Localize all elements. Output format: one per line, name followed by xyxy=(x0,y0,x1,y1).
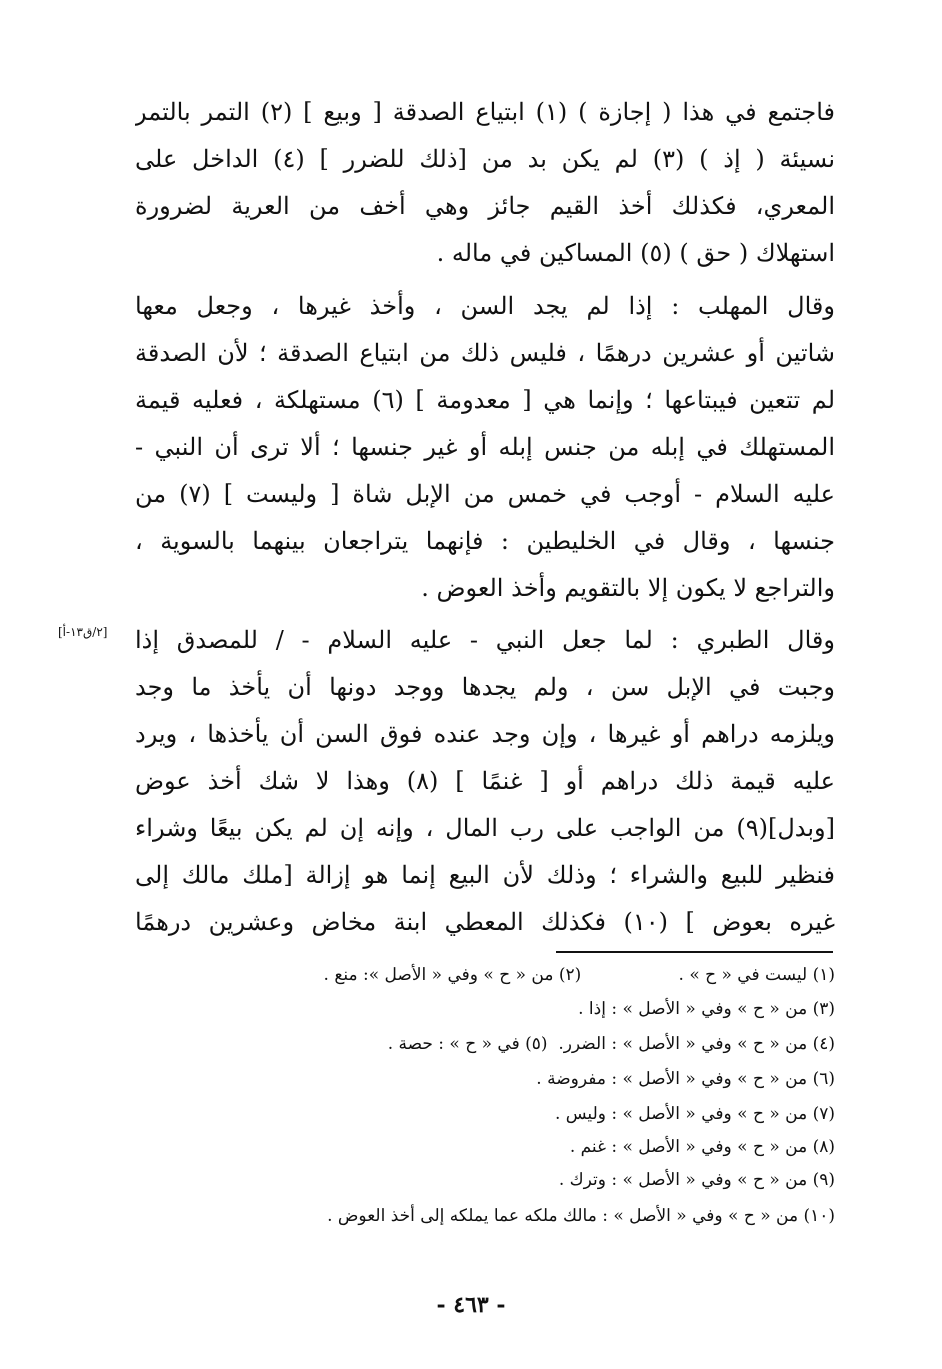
footnote-7: (٧) من « ح » وفي « الأصل » : وليس . xyxy=(554,1104,835,1124)
body-line-17: فنظير للبيع والشراء ؛ وذلك لأن البيع إنما هو إزالة [ملك مالك إلى xyxy=(135,861,835,889)
body-line-2: نسيئة ( إذ ) (٣) لم يكن بد من [ذلك للضرر ] (٤) الداخل على xyxy=(135,145,835,173)
footnote-separator xyxy=(556,951,833,953)
body-line-1: فاجتمع في هذا ( إجازة ) (١) ابتياع الصدقة [ وبيع ] (٢) التمر بالتمر xyxy=(135,98,835,126)
body-line-6: شاتين أو عشرين درهمًا ، فليس ذلك من ابتياع الصدقة ؛ لأن الصدقة xyxy=(135,339,835,367)
page-number: - ٤٦٣ - xyxy=(436,1292,506,1318)
body-line-10: جنسها ، وقال في الخليطين : فإنهما يتراجعان بينهما بالسوية ، xyxy=(135,527,835,555)
footnote-6: (٦) من « ح » وفي « الأصل » : مفروضة . xyxy=(536,1069,835,1089)
body-line-4: استهلاك ( حق ) (٥) المساكين في ماله . xyxy=(436,239,835,267)
body-line-5: وقال المهلب : إذا لم يجد السن ، وأخذ غيرها ، وجعل معها xyxy=(135,292,835,320)
footnote-9: (٩) من « ح » وفي « الأصل » : وترك . xyxy=(558,1170,835,1190)
body-line-11: والتراجع لا يكون إلا بالتقويم وأخذ العوض . xyxy=(421,574,835,602)
manuscript-folio-note: [٢/ق١٣-أ] xyxy=(58,625,108,639)
footnote-4-5: (٤) من « ح » وفي « الأصل » : الضرر. (٥) في « ح » : حصة . xyxy=(387,1034,835,1054)
body-line-13: وجبت في الإبل سن ، ولم يجدها ووجد دونها أن يأخذ ما وجد xyxy=(135,673,835,701)
body-line-3: المعري، فكذلك أخذ القيم جائز وهي أخف من العرية لضرورة xyxy=(135,192,835,220)
footnote-8: (٨) من « ح » وفي « الأصل » : غنم . xyxy=(569,1137,835,1157)
body-line-9: عليه السلام - أوجب في خمس من الإبل شاة [ وليست ] (٧) من xyxy=(135,480,835,508)
body-line-12: وقال الطبري : لما جعل النبي - عليه السلام - / للمصدق إذا xyxy=(135,626,835,654)
footnote-10: (١٠) من « ح » وفي « الأصل » : مالك ملكه عما يملكه إلى أخذ العوض . xyxy=(327,1206,835,1226)
body-line-15: عليه قيمة ذلك دراهم أو [ غنمًا ] (٨) وهذا لا شك أخذ عوض xyxy=(135,767,835,795)
footnote-1-2: (١) ليست في « ح » . (٢) من « ح » وفي « الأصل »: منع . xyxy=(323,965,835,985)
footnote-3: (٣) من « ح » وفي « الأصل » : إذا . xyxy=(578,999,835,1019)
body-line-18: غيره بعوض ] (١٠) فكذلك المعطي ابنة مخاض وعشرين درهمًا xyxy=(135,908,835,936)
body-line-7: لم تتعين فيبتاعها ؛ وإنما هي [ معدومة ] (٦) مستهلكة ، فعليه قيمة xyxy=(135,386,835,414)
body-line-14: ويلزمه دراهم أو غيرها ، وإن وجد عنده فوق السن أن يأخذها ، ويرد xyxy=(135,720,835,748)
body-line-8: المستهلك في إبله من جنس إبله أو غير جنسها ؛ ألا ترى أن النبي - xyxy=(135,433,835,461)
body-line-16: [وبدل](٩) من الواجب على رب المال ، وإنه إن لم يكن بيعًا وشراء xyxy=(135,814,835,842)
